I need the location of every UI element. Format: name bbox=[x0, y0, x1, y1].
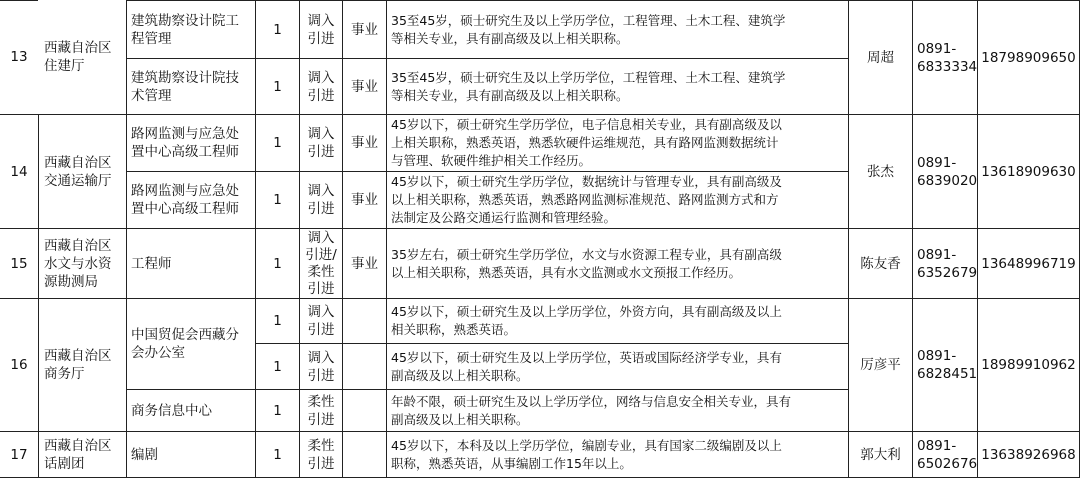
contact-cell bbox=[849, 299, 912, 431]
count-cell bbox=[256, 344, 299, 389]
mobile-number: 18798909650 bbox=[981, 49, 1076, 66]
department-line: 交通运输厅 bbox=[44, 172, 112, 189]
unit-cell bbox=[127, 299, 255, 389]
requirement-line: 等相关专业，具有副高级及以上相关职称。 bbox=[391, 30, 629, 46]
department-line: 商务厅 bbox=[44, 366, 85, 382]
type-cell bbox=[343, 115, 386, 171]
row-number-cell bbox=[0, 0, 38, 114]
type-cell bbox=[343, 432, 386, 477]
method-line: 调入 bbox=[307, 183, 335, 199]
row-number-value: 14 bbox=[10, 163, 28, 180]
type-value: 事业 bbox=[351, 135, 378, 151]
method-cell bbox=[300, 59, 342, 114]
count-cell bbox=[256, 115, 299, 171]
method-line: 调入 bbox=[307, 126, 335, 142]
type-cell bbox=[343, 229, 386, 298]
mobile-cell bbox=[978, 1, 1079, 114]
count-value: 1 bbox=[273, 446, 282, 463]
requirement-line: 35至45岁，硕士研究生及以上学历学位，工程管理、土木工程、建筑学 bbox=[391, 69, 786, 85]
method-cell bbox=[300, 299, 342, 343]
requirement-cell bbox=[387, 390, 848, 431]
count-value: 1 bbox=[273, 192, 282, 208]
method-line: 引进 bbox=[307, 455, 335, 472]
method-line: 调入 bbox=[307, 12, 335, 29]
row-number-value: 15 bbox=[10, 255, 28, 272]
unit-line: 置中心高级工程师 bbox=[131, 144, 239, 160]
department-line: 源勘测局 bbox=[44, 273, 98, 290]
phone-line: 6828451 bbox=[917, 366, 978, 382]
requirement-line: 45岁以下，硕士研究生学历学位，电子信息相关专业，具有副高级及以 bbox=[391, 117, 782, 132]
row-number-cell bbox=[0, 229, 38, 298]
department-cell bbox=[39, 299, 126, 431]
mobile-number: 13618909630 bbox=[981, 163, 1076, 180]
unit-line: 术管理 bbox=[131, 87, 172, 104]
phone-line: 6352679 bbox=[917, 264, 978, 281]
phone-line: 6502676 bbox=[917, 455, 978, 472]
unit-line: 置中心高级工程师 bbox=[131, 201, 239, 217]
unit-line: 工程师 bbox=[131, 255, 172, 272]
requirement-line: 相关职称，熟悉英语。 bbox=[391, 322, 517, 337]
contact-cell bbox=[849, 115, 912, 228]
requirement-cell bbox=[387, 299, 848, 343]
requirement-line: 45岁以下，硕士研究生学历学位，数据统计与管理专业，具有副高级及 bbox=[391, 174, 782, 189]
row-number-value: 17 bbox=[10, 446, 28, 463]
method-line: 引进 bbox=[307, 87, 335, 104]
method-line: 调入 bbox=[307, 349, 335, 366]
row-number-value: 13 bbox=[10, 49, 28, 65]
count-value: 1 bbox=[273, 135, 282, 151]
method-line: 引进 bbox=[307, 201, 335, 217]
requirement-line: 以上相关职称，熟悉英语，熟悉路网监测标准规范、路网监测方式和方 bbox=[391, 192, 779, 207]
phone-cell bbox=[913, 115, 977, 228]
mobile-cell bbox=[978, 115, 1079, 228]
type-cell bbox=[343, 299, 386, 431]
phone-line: 0891- bbox=[917, 40, 957, 57]
count-cell bbox=[256, 172, 299, 228]
method-line: 柔性 bbox=[307, 263, 335, 280]
phone-cell bbox=[913, 229, 977, 298]
type-cell bbox=[343, 172, 386, 228]
phone-cell bbox=[913, 1, 977, 114]
requirement-line: 等相关专业，具有副高级及以上相关职称。 bbox=[391, 87, 629, 103]
phone-line: 0891- bbox=[917, 348, 957, 364]
mobile-cell bbox=[978, 432, 1079, 477]
unit-cell bbox=[127, 115, 255, 171]
count-value: 1 bbox=[273, 78, 282, 95]
unit-cell bbox=[127, 1, 255, 58]
phone-cell bbox=[913, 299, 977, 431]
requirement-cell bbox=[387, 344, 848, 389]
method-line: 引进/ bbox=[305, 246, 337, 263]
phone-line: 0891- bbox=[917, 154, 957, 171]
department-line: 西藏自治区 bbox=[44, 237, 112, 254]
method-line: 引进 bbox=[307, 322, 335, 338]
requirement-line: 45岁以下，硕士研究生及以上学历学位，英语或国际经济学专业，具有 bbox=[391, 349, 782, 365]
method-cell bbox=[300, 432, 342, 477]
contact-cell bbox=[849, 1, 912, 114]
phone-line: 0891- bbox=[917, 246, 957, 263]
unit-line: 程管理 bbox=[131, 30, 172, 47]
method-line: 引进 bbox=[307, 411, 335, 428]
requirement-line: 上相关职称，熟悉英语，熟悉软硬件运维规范，具有路网监测数据统计 bbox=[391, 135, 779, 150]
department-line: 西藏自治区 bbox=[44, 40, 112, 56]
requirement-line: 45岁以下，本科及以上学历学位，编剧专业，具有国家二级编剧及以上 bbox=[391, 437, 782, 453]
type-value: 事业 bbox=[351, 21, 378, 38]
requirement-line: 35岁左右，硕士研究生学历学位，水文与水资源工程专业，具有副高级 bbox=[391, 246, 782, 262]
row-number-cell bbox=[0, 115, 38, 228]
contact-cell bbox=[849, 229, 912, 298]
method-cell bbox=[300, 229, 342, 298]
mobile-number: 18989910962 bbox=[981, 357, 1076, 373]
method-line: 引进 bbox=[307, 144, 335, 160]
requirement-line: 45岁以下，硕士研究生及以上学历学位，外资方向，具有副高级及以上 bbox=[391, 304, 782, 319]
unit-cell bbox=[127, 229, 255, 298]
contact-name: 张杰 bbox=[867, 163, 894, 180]
unit-cell bbox=[127, 390, 255, 431]
method-cell bbox=[300, 1, 342, 58]
requirement-line: 35至45岁，硕士研究生及以上学历学位，工程管理、土木工程、建筑学 bbox=[391, 12, 786, 28]
department-line: 话剧团 bbox=[44, 455, 85, 472]
count-value: 1 bbox=[273, 21, 282, 38]
method-line: 调入 bbox=[307, 304, 335, 320]
method-cell bbox=[300, 115, 342, 171]
method-line: 调入 bbox=[307, 69, 335, 86]
method-line: 柔性 bbox=[307, 437, 335, 454]
requirement-cell bbox=[387, 172, 848, 228]
phone-line: 6833334 bbox=[917, 58, 978, 75]
contact-name: 陈友香 bbox=[860, 255, 901, 272]
unit-cell bbox=[127, 172, 255, 228]
contact-cell bbox=[849, 432, 912, 477]
count-cell bbox=[256, 390, 299, 431]
department-line: 西藏自治区 bbox=[44, 348, 112, 364]
requirement-cell bbox=[387, 115, 848, 171]
row-number-value: 16 bbox=[10, 357, 28, 373]
method-line: 引进 bbox=[307, 367, 335, 384]
type-cell bbox=[343, 59, 386, 114]
unit-line: 中国贸促会西藏分 bbox=[131, 327, 239, 343]
type-cell bbox=[343, 1, 386, 58]
method-line: 引进 bbox=[307, 280, 335, 297]
phone-cell bbox=[913, 432, 977, 477]
requirement-line: 年龄不限，硕士研究生及以上学历学位，网络与信息安全相关专业，具有 bbox=[391, 393, 792, 409]
row-number-cell bbox=[0, 299, 38, 431]
unit-line: 会办公室 bbox=[131, 345, 185, 361]
count-value: 1 bbox=[273, 358, 282, 375]
phone-line: 6839020 bbox=[917, 172, 978, 189]
count-cell bbox=[256, 229, 299, 298]
count-cell bbox=[256, 299, 299, 343]
unit-cell bbox=[127, 59, 255, 114]
contact-name: 厉彦平 bbox=[860, 357, 901, 373]
type-value: 事业 bbox=[351, 255, 378, 272]
mobile-number: 13648996719 bbox=[981, 255, 1076, 272]
requirement-line: 法制定及公路交通运行监测和管理经验。 bbox=[391, 210, 617, 225]
count-cell bbox=[256, 59, 299, 114]
requirement-cell bbox=[387, 229, 848, 298]
unit-line: 建筑勘察设计院工 bbox=[131, 12, 239, 29]
count-value: 1 bbox=[273, 255, 282, 272]
method-line: 柔性 bbox=[307, 393, 335, 410]
department-cell bbox=[38, 0, 126, 114]
department-line: 西藏自治区 bbox=[44, 154, 112, 171]
method-line: 调入 bbox=[307, 229, 335, 246]
count-cell bbox=[256, 1, 299, 58]
method-cell bbox=[300, 172, 342, 228]
unit-line: 路网监测与应急处 bbox=[131, 183, 239, 199]
mobile-cell bbox=[978, 299, 1079, 431]
requirement-cell bbox=[387, 432, 848, 477]
count-value: 1 bbox=[273, 313, 282, 329]
type-value: 事业 bbox=[351, 78, 378, 95]
unit-cell bbox=[127, 432, 255, 477]
department-line: 西藏自治区 bbox=[44, 437, 112, 454]
method-cell bbox=[300, 390, 342, 431]
department-line: 住建厅 bbox=[44, 58, 85, 74]
method-cell bbox=[300, 344, 342, 389]
unit-line: 路网监测与应急处 bbox=[131, 126, 239, 142]
type-value: 事业 bbox=[351, 192, 378, 208]
method-line: 引进 bbox=[307, 30, 335, 47]
unit-line: 编剧 bbox=[131, 446, 158, 463]
unit-line: 建筑勘察设计院技 bbox=[131, 69, 239, 86]
count-value: 1 bbox=[273, 402, 282, 419]
phone-line: 0891- bbox=[917, 437, 957, 454]
department-cell bbox=[39, 115, 126, 228]
requirement-line: 职称，熟悉英语，从事编剧工作15年以上。 bbox=[391, 455, 632, 471]
department-cell bbox=[39, 432, 126, 477]
row-number-cell bbox=[0, 432, 38, 477]
department-cell bbox=[39, 229, 126, 298]
requirement-cell bbox=[387, 59, 848, 114]
requirement-line: 副高级及以上相关职称。 bbox=[391, 367, 529, 383]
department-line: 水文与水资 bbox=[44, 255, 112, 272]
mobile-cell bbox=[978, 229, 1079, 298]
contact-name: 郭大利 bbox=[860, 446, 901, 463]
contact-name: 周超 bbox=[867, 49, 894, 66]
requirement-cell bbox=[387, 1, 848, 58]
unit-line: 商务信息中心 bbox=[131, 402, 212, 419]
requirement-line: 与管理、软硬件维护相关工作经历。 bbox=[391, 153, 592, 168]
mobile-number: 13638926968 bbox=[981, 446, 1076, 463]
requirement-line: 副高级及以上相关职称。 bbox=[391, 411, 529, 427]
count-cell bbox=[256, 432, 299, 477]
requirement-line: 以上相关职称，熟悉英语，具有水文监测或水文预报工作经历。 bbox=[391, 264, 742, 280]
